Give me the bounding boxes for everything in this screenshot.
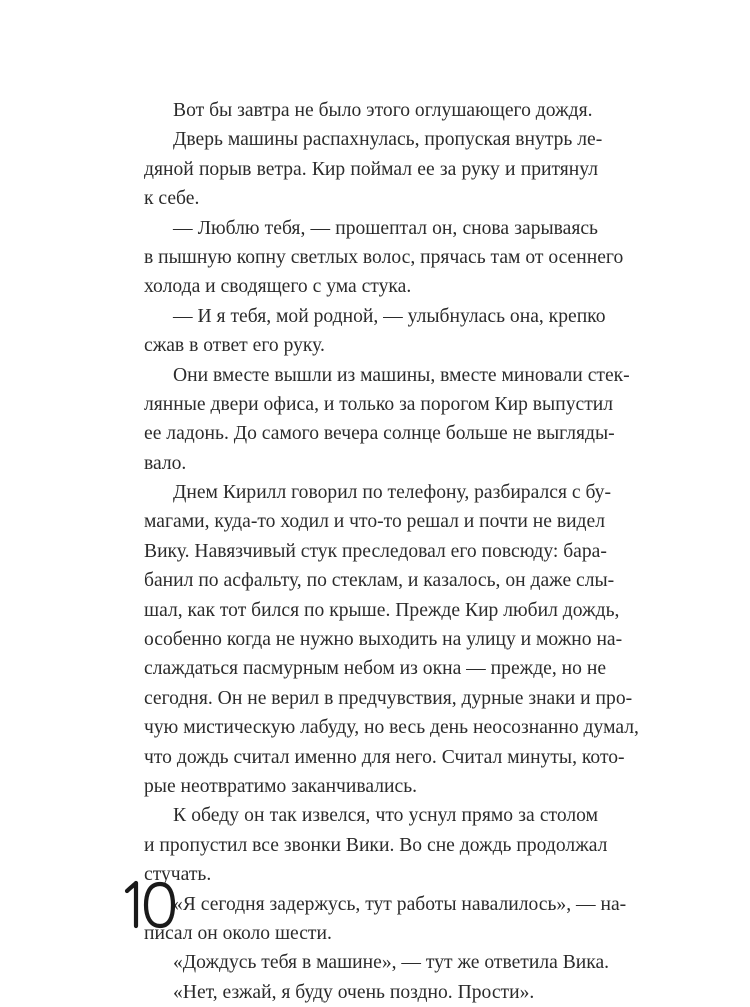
- paragraph: [144, 890, 627, 949]
- page-number-glyph: [122, 880, 182, 930]
- paragraph: [144, 478, 639, 801]
- paragraph: [144, 125, 603, 213]
- text-line: лянные двери офиса, и только за порогом Кир выпустил: [144, 393, 614, 415]
- text-line: Днем Кирилл говорил по телефону, разбирался с бу-: [173, 482, 611, 504]
- page-number-text: [122, 880, 123, 881]
- paragraph: [144, 302, 606, 361]
- text-line: в пышную копну светлых волос, прячась там от осеннего: [144, 246, 624, 268]
- text-line: особенно когда не нужно выходить на улицу и можно на-: [144, 629, 623, 651]
- text-line: ее ладонь. До самого вечера солнце больше не выгляды-: [144, 423, 615, 445]
- text-line: Они вместе вышли из машины, вместе миновали стек-: [173, 364, 630, 386]
- text-line: сегодня. Он не верил в предчувствия, дурные знаки и про-: [144, 687, 633, 709]
- text-line: «Я сегодня задержусь, тут работы навалилось», — на-: [173, 893, 627, 915]
- text-line: чую мистическую лабуду, но весь день неосознанно думал,: [144, 717, 639, 739]
- paragraph: [144, 801, 608, 889]
- text-line: Дверь машины распахнулась, пропуская внутрь ле-: [173, 129, 603, 151]
- text-line: — Люблю тебя, — прошептал он, снова зарываясь: [173, 217, 598, 239]
- text-line: к себе.: [144, 188, 200, 210]
- text-line: — И я тебя, мой родной, — улыбнулась она, крепко: [173, 305, 606, 327]
- text-line: «Дождусь тебя в машине», — тут же ответила Вика.: [173, 952, 610, 974]
- text-line: что дождь считал именно для него. Считал минуты, кото-: [144, 746, 625, 768]
- paragraph: [144, 96, 598, 125]
- text-line: холода и сводящего с ума стука.: [144, 276, 412, 298]
- text-line: шал, как тот бился по крыше. Прежде Кир любил дождь,: [144, 599, 620, 621]
- text-line: банил по асфальту, по стеклам, и казалось, он даже слы-: [144, 570, 615, 592]
- text-line: сжав в ответ его руку.: [144, 335, 325, 357]
- text-line: Вику. Навязчивый стук преследовал его повсюду: бара-: [144, 540, 607, 562]
- text-line: магами, куда-то ходил и что-то решал и почти не видел: [144, 511, 605, 533]
- paragraph: [144, 361, 630, 479]
- text-line: Вот бы завтра не было этого оглушающего дождя.: [173, 100, 593, 121]
- paragraph: [144, 978, 598, 1007]
- text-line: вало.: [144, 452, 187, 474]
- text-line: стучать.: [144, 864, 212, 886]
- text-line: слаждаться пасмурным небом из окна — прежде, но не: [144, 658, 607, 680]
- paragraph: [144, 948, 610, 977]
- text-line: «Нет, езжай, я буду очень поздно. Прости».: [173, 981, 535, 1003]
- text-line: и пропустил все звонки Вики. Во сне дождь продолжал: [144, 834, 608, 856]
- page-number: [122, 880, 182, 930]
- text-line: рые неотвратимо заканчивались.: [144, 775, 418, 797]
- text-line: писал он около шести.: [144, 922, 332, 944]
- body-text: [144, 96, 639, 1007]
- paragraph: [144, 214, 624, 302]
- text-line: К обеду он так извелся, что уснул прямо за столом: [173, 805, 598, 827]
- text-line: дяной порыв ветра. Кир поймал ее за руку и притянул: [144, 158, 598, 180]
